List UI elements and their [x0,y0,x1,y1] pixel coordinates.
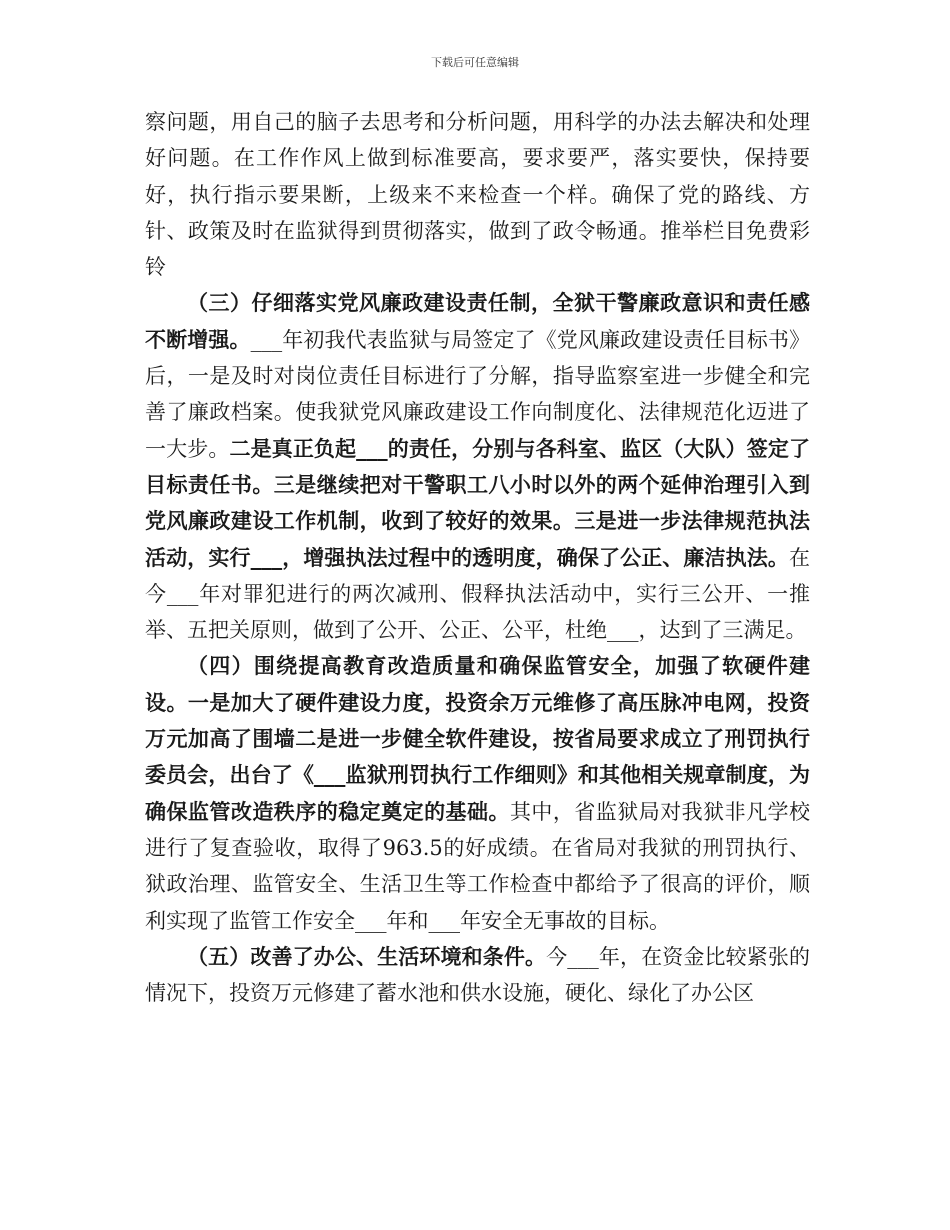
paragraph-section-4 [145,648,810,938]
document-body [145,104,810,1011]
paragraph-text: ___年初我代表监狱与局签定了《党风廉政建设责任目标书》后，一是及时对岗位责任目标进行了分解，指导监察室进一步健全和完善了廉政档案。使我狱党风廉政建设工作向制度化、法律规范化迈进了一大步。 [145,327,811,461]
section-4-heading: （四）围绕提高教育改造质量和确保监管安全，加强了软硬件建设。一是加大了硬件建设力度，投资余万元维修了高压脉冲电网，投资万元加高了围墙二是进一步健全软件建设，按省局要求成立了刑罚执行委员会，出台了《___监狱刑罚执行工作细则》和其他相关规章制度，为确保监管改造秩序的稳定奠定的基础。 [145,653,810,824]
paragraph-continuation [145,104,810,285]
section-5-heading: （五）改善了办公、生活环境和条件。 [187,943,547,969]
paragraph-text: 在今___年对罪犯进行的两次减刑、假释执法活动中，实行三公开、一推举、五把关原则，做到了公开、公正、公平，杜绝___，达到了三满足。 [145,545,810,643]
paragraph-text: 今___年，在资金比较紧张的情况下，投资万元修建了蓄水池和供水设施，硬化、绿化了办公区 [145,944,810,1006]
paragraph-section-3 [145,285,810,648]
page-header: 下载后可任意编辑 [431,56,519,69]
paragraph-section-5 [145,939,810,1012]
section-3-heading: （三）仔细落实党风廉政建设责任制，全狱干警廉政意识和责任感不断增强。 [145,290,810,352]
paragraph-text: 察问题，用自己的脑子去思考和分析问题，用科学的办法去解决和处理好问题。在工作作风上做到标准要高，要求要严，落实要快，保持要好，执行指示要果断，上级来不来检查一个样。确保了党的路线、方针、政策及时在监狱得到贯彻落实，做到了政令畅通。推举栏目免费彩铃 [145,110,810,280]
bold-text: 二是真正负起___的责任，分别与各科室、监区（大队）签定了目标责任书。三是继续把对干警职工八小时以外的两个延伸治理引入到党风廉政建设工作机制，收到了较好的效果。三是进一步法律规范执法活动，实行___，增强执法过程中的透明度，确保了公正、廉洁执法。 [145,435,810,570]
paragraph-text: 其中，省监狱局对我狱非凡学校进行了复查验收，取得了963.5的好成绩。在省局对我狱的刑罚执行、狱政治理、监管安全、生活卫生等工作检查中都给予了很高的评价，顺利实现了监管工作安全___年和___年安全无事故的目标。 [145,799,811,933]
